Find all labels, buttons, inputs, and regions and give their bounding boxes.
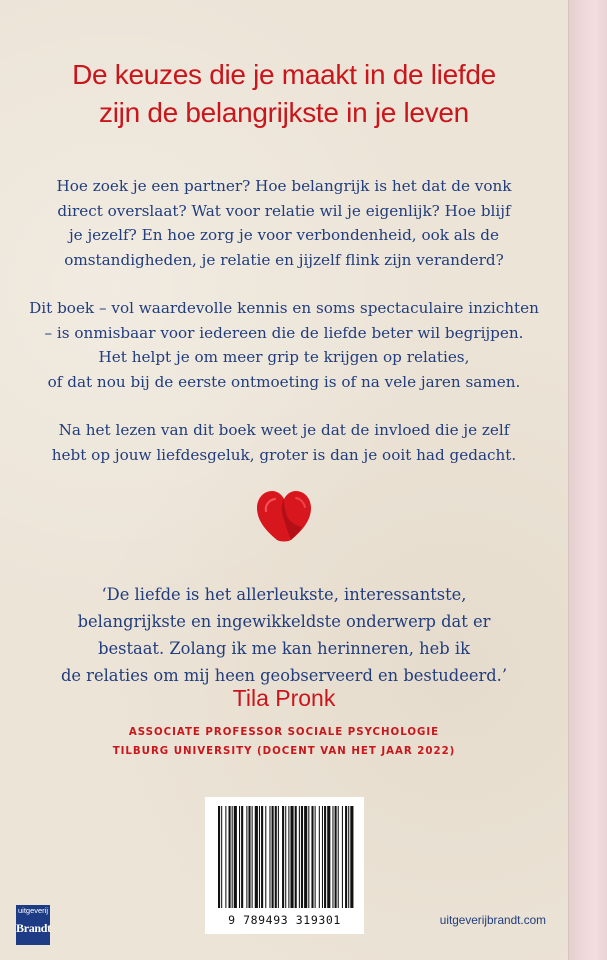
barcode-bar [311, 806, 313, 908]
blurb-line: – is onmisbaar voor iedereen die de liefde beter wil begrijpen. [44, 323, 524, 342]
barcode-bar [290, 806, 293, 908]
headline-line-1: De keuzes die je maakt in de liefde [72, 59, 496, 90]
barcode-bar [332, 806, 333, 908]
barcode-bar [278, 806, 279, 908]
blurb-line: omstandigheden, je relatie en jijzelf flink zijn veranderd? [64, 250, 504, 269]
logo-small-text: uitgeverij [17, 906, 48, 915]
blurb-line: Hoe zoek je een partner? Hoe belangrijk is het dat de vonk [56, 177, 512, 195]
barcode-bar [338, 806, 339, 908]
barcode-bar [282, 806, 284, 908]
barcode-bar [348, 806, 349, 908]
barcode-bar [239, 806, 240, 908]
barcode-bar [288, 806, 289, 908]
barcode-bar [345, 806, 347, 908]
quote-line: de relaties om mij heen geobserveerd en bestudeerd.’ [60, 666, 508, 685]
barcode-bar [272, 806, 274, 908]
barcode-bar [232, 806, 233, 908]
barcode-bar [299, 806, 300, 908]
barcode-bar [229, 806, 231, 908]
barcode-bar [246, 806, 247, 908]
barcode-bar [221, 806, 222, 908]
quote-line: belangrijkste en ingewikkeldste onderwerp dat er [77, 612, 491, 631]
barcode-bar [285, 806, 286, 908]
barcode-bar [225, 806, 226, 908]
barcode-bar [308, 806, 309, 908]
blurb-paragraph-2 [0, 296, 568, 394]
barcode-bar [248, 806, 250, 908]
barcode-bar [252, 806, 253, 908]
spine-strip [568, 0, 607, 960]
blurb-line: Na het lezen van dit boek weet je dat de invloed die je zelf [58, 421, 510, 439]
blurb-line: Dit boek – vol waardevolle kennis en soms spectaculaire inzichten [29, 299, 539, 317]
barcode-bars [214, 806, 355, 910]
quote-line: ‘De liefde is het allerleukste, interessantste, [101, 585, 467, 604]
barcode-bar [342, 806, 343, 908]
barcode-bar [324, 806, 326, 908]
blurb-line: Het helpt je om meer grip te krijgen op relaties, [98, 348, 470, 366]
barcode-bar [322, 806, 323, 908]
barcode-bar [255, 806, 258, 908]
barcode-bar [265, 806, 266, 908]
barcode [205, 797, 364, 934]
affiliation-line: TILBURG UNIVERSITY (DOCENT VAN HET JAAR 2022) [112, 746, 456, 757]
barcode-bar [350, 806, 353, 908]
blurb-paragraph-1 [0, 174, 568, 272]
barcode-bar [234, 806, 237, 908]
blurb-line: of dat nou bij de eerste ontmoeting is of na vele jaren samen. [47, 372, 521, 391]
quote-author: Tila Pronk [232, 685, 336, 711]
heart-icon [255, 486, 313, 542]
headline [0, 56, 568, 132]
barcode-bar [261, 806, 263, 908]
barcode-bar [218, 806, 220, 908]
barcode-bar [335, 806, 337, 908]
barcode-bar [315, 806, 316, 908]
blurb-paragraph-3 [0, 418, 568, 467]
blurb-line: direct overslaat? Wat voor relatie wil je eigenlijk? Hoe blijf [57, 201, 511, 220]
isbn-number: 9 789493 319301 [228, 913, 341, 927]
publisher-logo [16, 905, 50, 945]
barcode-bar [241, 806, 243, 908]
barcode-bar [259, 806, 260, 908]
barcode-bar [269, 806, 270, 908]
barcode-bar [275, 806, 277, 908]
affiliation-line: ASSOCIATE PROFESSOR SOCIALE PSYCHOLOGIE [128, 727, 440, 738]
quote-line: bestaat. Zolang ik me kan herinneren, heb ik [98, 639, 470, 658]
quote [0, 581, 568, 689]
headline-line-2: zijn de belangrijkste in je leven [99, 97, 469, 128]
logo-big-text: Brandt [16, 921, 51, 935]
blurb-line: je jezelf? En hoe zorg je voor verbondenheid, ook als de [68, 226, 500, 244]
barcode-bar [301, 806, 303, 908]
barcode-bar [327, 806, 330, 908]
blurb-line: hebt op jouw liefdesgeluk, groter is dan je ooit had gedacht. [51, 445, 517, 464]
barcode-bar [304, 806, 307, 908]
author-affiliation [0, 723, 568, 761]
barcode-bar [295, 806, 297, 908]
barcode-bar [319, 806, 320, 908]
publisher-website: uitgeverijbrandt.com [439, 913, 546, 927]
